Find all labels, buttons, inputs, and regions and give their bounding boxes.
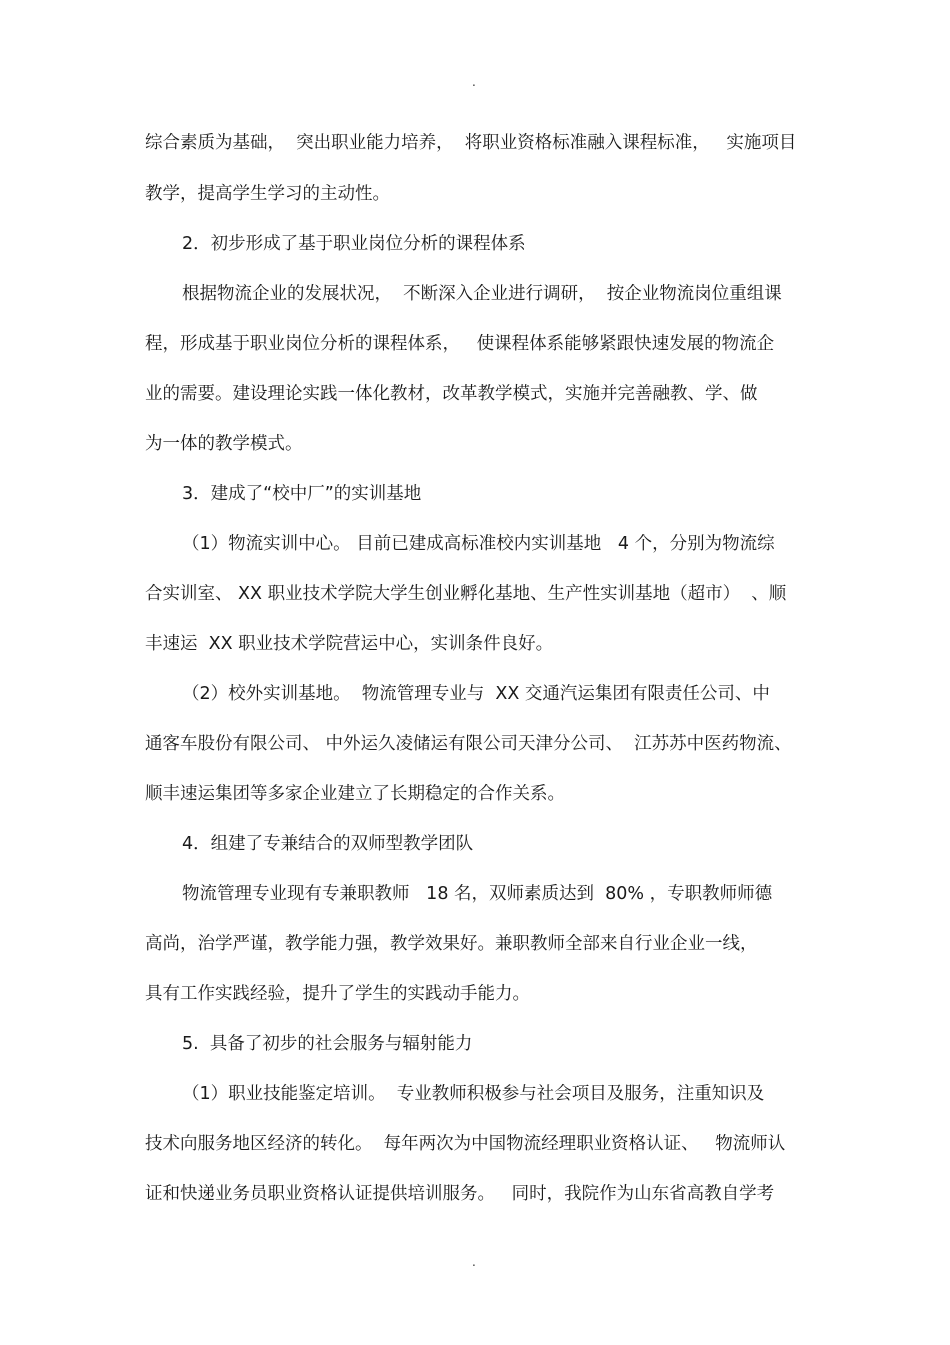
paragraph-line: 合实训室、 XX 职业技术学院大学生创业孵化基地、生产性实训基地（超市） 、顺 xyxy=(145,584,787,604)
paragraph-line: （1）物流实训中心。 目前已建成高标准校内实训基地 4 个，分别为物流综 xyxy=(182,534,775,554)
section-heading: 2．初步形成了基于职业岗位分析的课程体系 xyxy=(182,234,526,254)
page-bottom-marker: . xyxy=(472,1255,476,1269)
paragraph-line: 综合素质为基础， 突出职业能力培养， 将职业资格标准融入课程标准， 实施项目 xyxy=(145,133,797,153)
paragraph-line: （2）校外实训基地。 物流管理专业与 XX 交通汽运集团有限责任公司、中 xyxy=(182,684,770,704)
paragraph-line: 根据物流企业的发展状况， 不断深入企业进行调研， 按企业物流岗位重组课 xyxy=(182,284,782,304)
section-heading: 3．建成了“校中厂”的实训基地 xyxy=(182,484,422,504)
paragraph-line: 程，形成基于职业岗位分析的课程体系， 使课程体系能够紧跟快速发展的物流企 xyxy=(145,334,775,354)
paragraph-line: 通客车股份有限公司、 中外运久凌储运有限公司天津分公司、 江苏苏中医药物流、 xyxy=(145,734,792,754)
paragraph-line: 证和快递业务员职业资格认证提供培训服务。 同时，我院作为山东省高教自学考 xyxy=(145,1184,775,1204)
paragraph-line: 顺丰速运集团等多家企业建立了长期稳定的合作关系。 xyxy=(145,784,565,804)
paragraph-line: 为一体的教学模式。 xyxy=(145,434,303,454)
paragraph-line: 教学，提高学生学习的主动性。 xyxy=(145,184,390,204)
paragraph-line: 技术向服务地区经济的转化。 每年两次为中国物流经理职业资格认证、 物流师认 xyxy=(145,1134,786,1154)
paragraph-line: 业的需要。建设理论实践一体化教材，改革教学模式，实施并完善融教、学、做 xyxy=(145,384,758,404)
paragraph-line: 丰速运 XX 职业技术学院营运中心，实训条件良好。 xyxy=(145,634,554,654)
paragraph-line: （1）职业技能鉴定培训。 专业教师积极参与社会项目及服务，注重知识及 xyxy=(182,1084,765,1104)
section-heading: 4．组建了专兼结合的双师型教学团队 xyxy=(182,834,474,854)
page-top-marker: . xyxy=(472,75,476,89)
paragraph-line: 具有工作实践经验，提升了学生的实践动手能力。 xyxy=(145,984,530,1004)
paragraph-line: 物流管理专业现有专兼职教师 18 名，双师素质达到 80% ，专职教师师德 xyxy=(182,884,773,904)
paragraph-line: 高尚，治学严谨，教学能力强，教学效果好。兼职教师全部来自行业企业一线， xyxy=(145,934,758,954)
section-heading: 5. 具备了初步的社会服务与辐射能力 xyxy=(182,1034,473,1054)
